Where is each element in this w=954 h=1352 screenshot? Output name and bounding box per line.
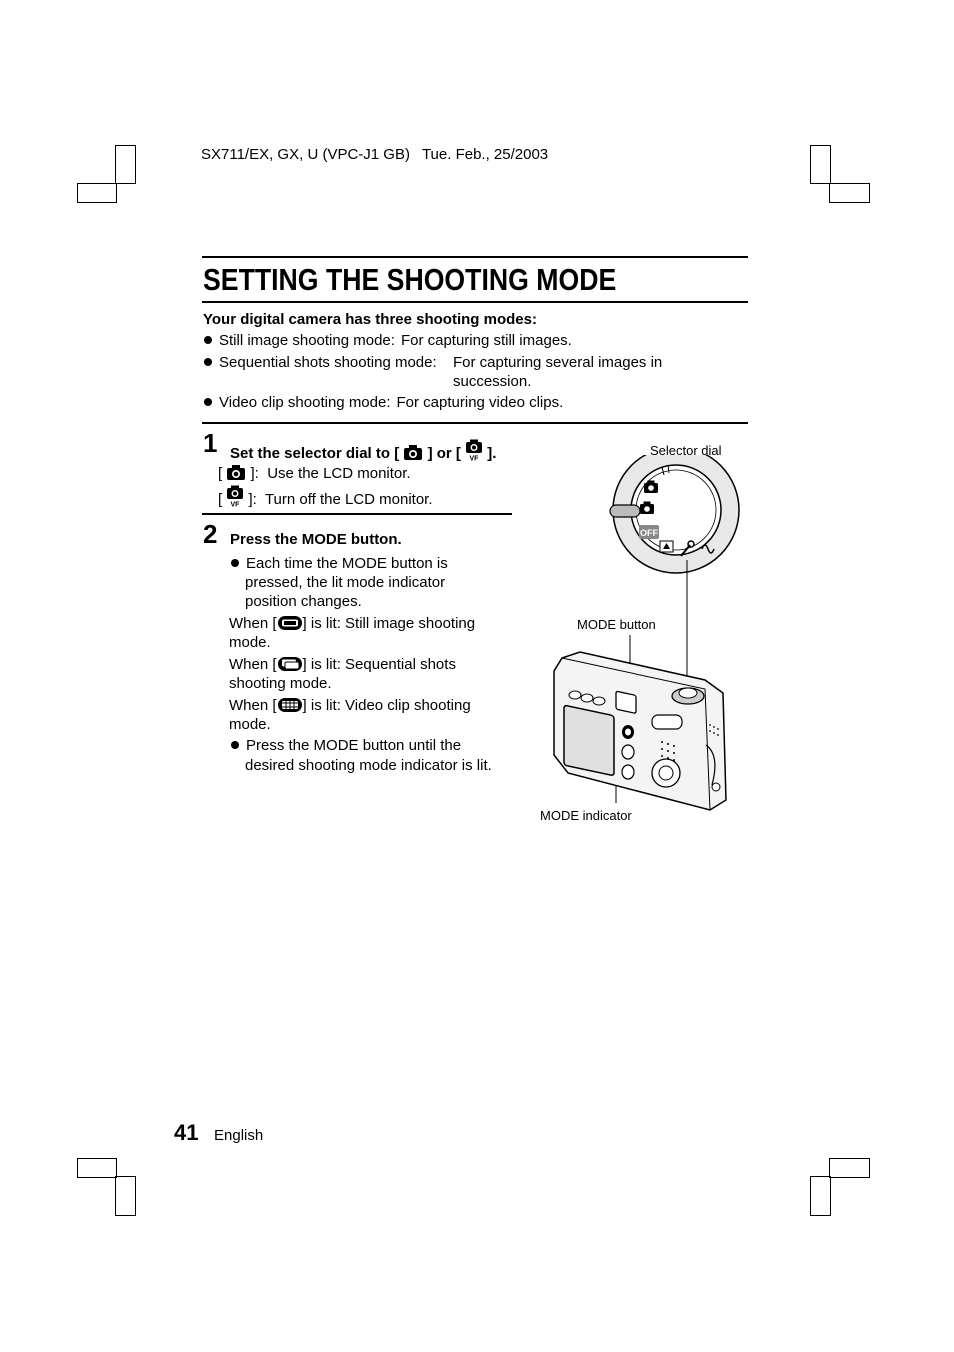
step2-bullet2-line1: Press the MODE button until the [231, 737, 461, 754]
page-number: 41 [174, 1120, 199, 1145]
when-still-line2: mode. [229, 634, 271, 651]
crop-mark-bottom-right-vertical [810, 1176, 831, 1216]
intro-bottom-rule [202, 422, 748, 424]
page-title: SETTING THE SHOOTING MODE [203, 262, 617, 297]
step1-vf-line: [ VF ]: Turn off the LCD monitor. [218, 485, 433, 508]
svg-text:OFF: OFF [640, 528, 658, 538]
crop-mark-top-right-vertical [810, 145, 831, 184]
mode-item-sequential-desc: For capturing several images in [453, 354, 663, 371]
mode-item-still: Still image shooting mode: For capturing still images. [204, 332, 572, 349]
crop-mark-top-left-horizontal [77, 183, 117, 203]
mode-item-video: Video clip shooting mode: For capturing video clips. [204, 394, 563, 411]
page-language: English [214, 1127, 264, 1144]
mode-button-label: MODE button [577, 617, 656, 632]
step1-number: 1 [203, 428, 218, 458]
svg-text:VF: VF [230, 501, 240, 507]
when-video-line1: When [ ] is lit: Video clip shooting [229, 697, 471, 714]
intro-heading: Your digital camera has three shooting modes: [203, 311, 537, 328]
selector-dial-label: Selector dial [650, 443, 722, 458]
mode-indicator-label: MODE indicator [540, 808, 632, 823]
step2-bullet1-line2: pressed, the lit mode indicator [245, 574, 446, 591]
crop-mark-bottom-left-vertical [115, 1176, 136, 1216]
mode-item-sequential-desc-cont: succession. [453, 373, 532, 390]
step2-bullet2-line2: desired shooting mode indicator is lit. [245, 757, 492, 774]
header-date: Tue. Feb., 25/2003 [421, 146, 549, 163]
step1-title: Set the selector dial to [ ] or [ VF ]. [230, 439, 496, 462]
document-header [201, 146, 548, 163]
header-model: SX711/EX, GX, U (VPC-J1 GB) [201, 146, 410, 163]
camera-icon [226, 464, 246, 481]
step2-title: Press the MODE button. [230, 531, 402, 548]
step1-lcd-line: [ ]: Use the LCD monitor. [218, 465, 411, 482]
selector-dial-illustration [610, 455, 739, 573]
step-divider-rule [202, 513, 512, 515]
camera-viewfinder-icon [226, 485, 244, 507]
step2-number: 2 [203, 519, 218, 549]
when-video-line2: mode. [229, 716, 271, 733]
step2-bullet1-line1: Each time the MODE button is [231, 555, 448, 572]
camera-viewfinder-icon [465, 439, 483, 461]
crop-mark-bottom-left-horizontal [77, 1158, 117, 1178]
bullet-icon [204, 358, 212, 366]
mode-item-sequential: Sequential shots shooting mode: [204, 354, 437, 371]
crop-mark-bottom-right-horizontal [829, 1158, 870, 1178]
dial-off-label [639, 525, 659, 539]
crop-mark-top-right-horizontal [829, 183, 870, 203]
bullet-icon [231, 559, 239, 567]
sequential-mode-indicator-icon [277, 656, 303, 672]
bullet-icon [231, 741, 239, 749]
bullet-icon [204, 336, 212, 344]
bullet-icon [204, 398, 212, 406]
title-bottom-rule [202, 301, 748, 303]
when-still-line1: When [ ] is lit: Still image shooting [229, 615, 476, 632]
camera-icon [403, 444, 423, 461]
step2-bullet1-line3: position changes. [245, 593, 362, 610]
camera-figure [540, 455, 750, 815]
when-sequential-line2: shooting mode. [229, 675, 332, 692]
svg-text:VF: VF [469, 455, 479, 461]
video-mode-indicator-icon [277, 697, 303, 713]
dial-playback-icon [660, 541, 673, 552]
crop-mark-top-left-vertical [115, 145, 136, 184]
when-sequential-line1: When [ ] is lit: Sequential shots [229, 656, 456, 673]
camera-body-illustration [554, 652, 726, 810]
title-top-rule [202, 256, 748, 258]
still-mode-indicator-icon [277, 615, 303, 631]
